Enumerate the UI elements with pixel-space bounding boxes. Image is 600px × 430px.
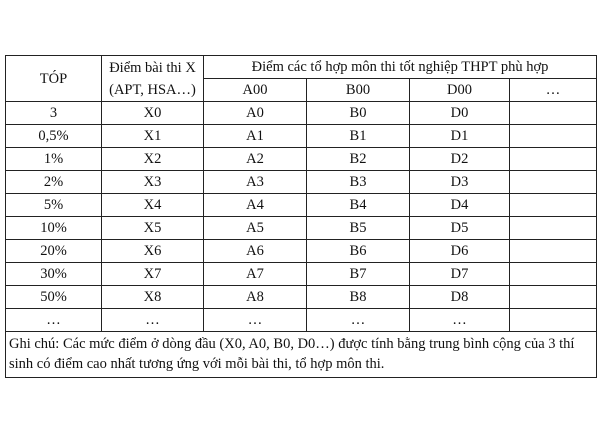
- table-row: [6, 102, 597, 125]
- cell-d00: …: [410, 309, 510, 332]
- table-row: [6, 217, 597, 240]
- cell-d00: D3: [410, 171, 510, 194]
- cell-d00: D8: [410, 286, 510, 309]
- header-b00: B00: [307, 79, 410, 102]
- cell-x: X8: [102, 286, 204, 309]
- cell-b00: B5: [307, 217, 410, 240]
- cell-top: 50%: [6, 286, 102, 309]
- cell-top: 10%: [6, 217, 102, 240]
- cell-d00: D6: [410, 240, 510, 263]
- cell-a00: A5: [204, 217, 307, 240]
- cell-top: 2%: [6, 171, 102, 194]
- cell-b00: B2: [307, 148, 410, 171]
- cell-top: 1%: [6, 148, 102, 171]
- cell-a00: A3: [204, 171, 307, 194]
- score-table: [5, 55, 597, 378]
- cell-d00: D1: [410, 125, 510, 148]
- header-x-score-line1: Điểm bài thi X: [109, 59, 196, 76]
- cell-a00: …: [204, 309, 307, 332]
- cell-more: [510, 102, 597, 125]
- cell-d00: D4: [410, 194, 510, 217]
- cell-a00: A8: [204, 286, 307, 309]
- cell-a00: A6: [204, 240, 307, 263]
- cell-b00: B1: [307, 125, 410, 148]
- cell-b00: B0: [307, 102, 410, 125]
- header-x-score-line2: (APT, HSA…): [109, 81, 196, 98]
- cell-top: 5%: [6, 194, 102, 217]
- cell-x: X4: [102, 194, 204, 217]
- header-top: TÓP: [6, 56, 102, 102]
- cell-top: 3: [6, 102, 102, 125]
- table-row: [6, 240, 597, 263]
- table-row: [6, 171, 597, 194]
- header-a00: A00: [204, 79, 307, 102]
- cell-x: X1: [102, 125, 204, 148]
- cell-x: X5: [102, 217, 204, 240]
- cell-a00: A4: [204, 194, 307, 217]
- table-row: [6, 263, 597, 286]
- cell-b00: B7: [307, 263, 410, 286]
- cell-b00: …: [307, 309, 410, 332]
- cell-x: X7: [102, 263, 204, 286]
- cell-x: X0: [102, 102, 204, 125]
- table-row: [6, 125, 597, 148]
- header-d00: D00: [410, 79, 510, 102]
- cell-more: [510, 309, 597, 332]
- cell-d00: D5: [410, 217, 510, 240]
- cell-more: [510, 125, 597, 148]
- cell-top: …: [6, 309, 102, 332]
- note-row: [6, 332, 597, 378]
- cell-x: X3: [102, 171, 204, 194]
- cell-x: …: [102, 309, 204, 332]
- cell-x: X6: [102, 240, 204, 263]
- cell-b00: B4: [307, 194, 410, 217]
- cell-a00: A2: [204, 148, 307, 171]
- cell-x: X2: [102, 148, 204, 171]
- cell-more: [510, 263, 597, 286]
- header-row-1: [6, 56, 597, 79]
- cell-d00: D0: [410, 102, 510, 125]
- header-more: …: [510, 79, 597, 102]
- header-x-score: [102, 56, 204, 102]
- cell-top: 0,5%: [6, 125, 102, 148]
- table-row: [6, 148, 597, 171]
- header-combination-group: Điểm các tổ hợp môn thi tốt nghiệp THPT phù hợp: [204, 56, 597, 79]
- table-row: [6, 286, 597, 309]
- cell-more: [510, 240, 597, 263]
- cell-more: [510, 217, 597, 240]
- cell-a00: A1: [204, 125, 307, 148]
- cell-b00: B8: [307, 286, 410, 309]
- cell-more: [510, 194, 597, 217]
- table-row: [6, 309, 597, 332]
- cell-d00: D2: [410, 148, 510, 171]
- cell-b00: B6: [307, 240, 410, 263]
- cell-a00: A0: [204, 102, 307, 125]
- cell-top: 20%: [6, 240, 102, 263]
- cell-more: [510, 171, 597, 194]
- cell-more: [510, 148, 597, 171]
- table-row: [6, 194, 597, 217]
- note-text: Ghi chú: Các mức điểm ở dòng đầu (X0, A0, B0, D0…) được tính bằng trung bình cộng của 3 thí sinh có điểm cao nhất tương ứng với mỗi bài thi, tổ hợp môn thi.: [6, 332, 597, 378]
- cell-b00: B3: [307, 171, 410, 194]
- cell-a00: A7: [204, 263, 307, 286]
- cell-d00: D7: [410, 263, 510, 286]
- cell-more: [510, 286, 597, 309]
- cell-top: 30%: [6, 263, 102, 286]
